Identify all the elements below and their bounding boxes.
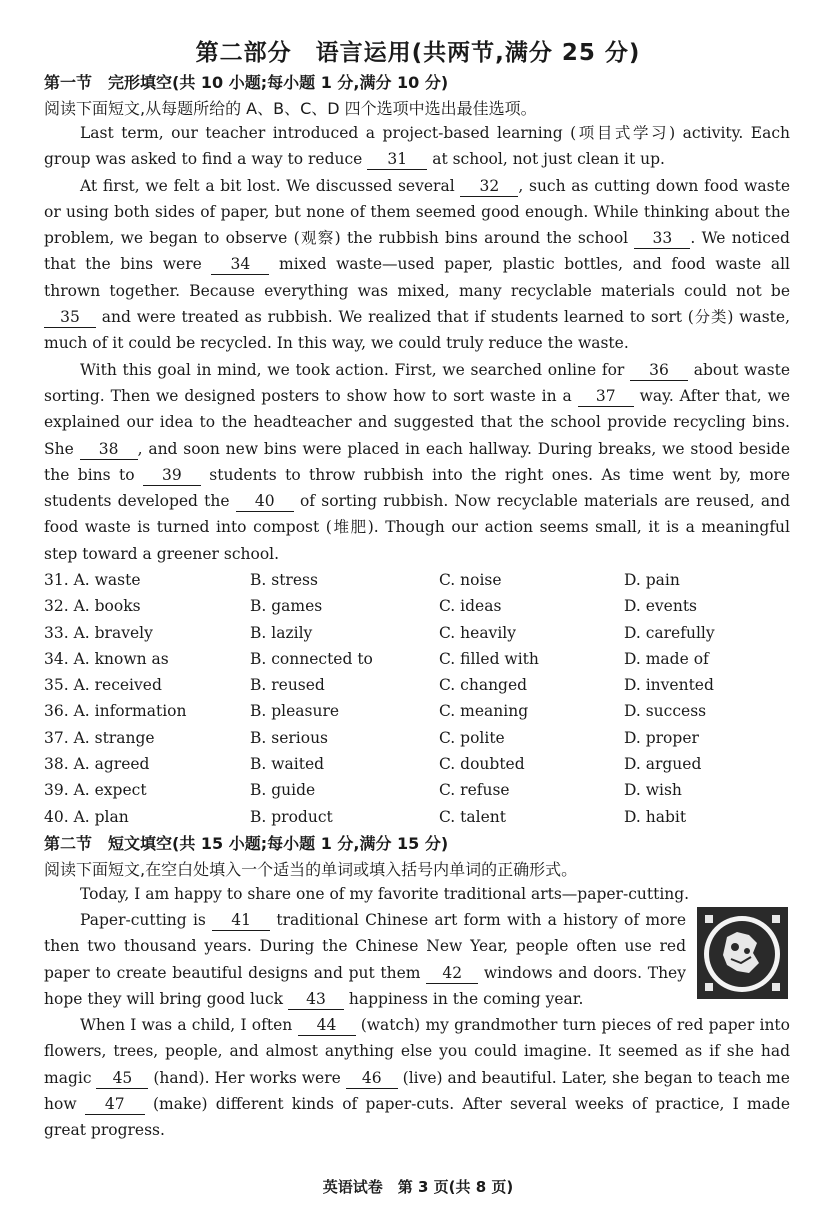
option-row: 39. A. expect B. guide C. refuse D. wish [44, 781, 682, 800]
option-row: 31. A. waste B. stress C. noise D. pain [44, 571, 680, 589]
blank-35: 35 [44, 307, 96, 328]
fill-paragraph-3: When I was a child, I often 44 (watch) my grandmother turn pieces of red paper into flowers, trees, people, and almost anything else you could imagine. It seemed as if she had magic 45 (hand). Her works were 46 (live) and beautiful. Later, she began to teach me how 47 (make) different kinds of paper-cuts. After several weeks of practice, I made great progress. [44, 1016, 790, 1140]
fill-paragraph-1: Today, I am happy to share one of my favorite traditional arts—paper-cutting. [80, 885, 690, 903]
blank-47: 47 [85, 1094, 145, 1115]
page-footer: 英语试卷 第 3 页(共 8 页) [322, 1178, 514, 1196]
option-row: 35. A. received B. reused C. changed D. invented [44, 676, 714, 695]
option-row: 38. A. agreed B. waited C. doubted D. argued [44, 755, 702, 774]
blank-46: 46 [346, 1068, 398, 1089]
blank-40: 40 [236, 491, 294, 512]
fill-passage-3 [44, 1012, 790, 1143]
cloze-paragraph-2: At first, we felt a bit lost. We discussed several 32 , such as cutting down food waste or using both sides of paper, but none of them seemed good enough. While thinking about the problem, we began to observe (观察) the rubbish bins around the school 33 . We noticed that the bins were 34 mixed waste—used paper, plastic bottles, and food waste all thrown together. Because everything was mixed, many recyclable materials could not be 35 and were treated as rubbish. We realized that if students learned to sort (分类) waste, much of it could be recycled. In this way, we could truly reduce the waste. [44, 176, 790, 353]
blank-37: 37 [578, 386, 634, 407]
section2-instruction: 阅读下面短文,在空白处填入一个适当的单词或填入括号内单词的正确形式。 [44, 860, 578, 879]
blank-42: 42 [426, 963, 478, 984]
section1-heading: 第一节 完形填空(共 10 小题;每小题 1 分,满分 10 分) [44, 73, 449, 92]
option-row: 37. A. strange B. serious C. polite D. proper [44, 728, 699, 747]
cloze-paragraph-1: Last term, our teacher introduced a project-based learning (项目式学习) activity. Each group was asked to find a way to reduce 31 at school, not just clean it up. [44, 124, 790, 169]
blank-39: 39 [143, 465, 201, 486]
blank-33: 33 [634, 228, 690, 249]
section1-instruction: 阅读下面短文,从每题所给的 A、B、C、D 四个选项中选出最佳选项。 [44, 99, 537, 118]
answer-options [44, 567, 804, 830]
option-row: 32. A. books B. games C. ideas D. events [44, 597, 697, 616]
option-row: 33. A. bravely B. lazily C. heavily D. carefully [44, 623, 715, 642]
option-row: 36. A. information B. pleasure C. meaning D. success [44, 702, 707, 721]
paper-cutting-graphic [697, 907, 788, 999]
section2-heading: 第二节 短文填空(共 15 小题;每小题 1 分,满分 15 分) [44, 834, 449, 853]
blank-38: 38 [80, 439, 138, 460]
option-row: 40. A. plan B. product C. talent D. habit [44, 807, 687, 826]
blank-34: 34 [211, 254, 269, 275]
part-title: 第二部分 语言运用(共两节,满分 25 分) [195, 40, 641, 66]
blank-36: 36 [630, 360, 688, 381]
blank-41: 41 [212, 910, 270, 931]
option-row: 34. A. known as B. connected to C. filled with D. made of [44, 649, 709, 668]
cloze-passage [44, 120, 790, 567]
blank-32: 32 [460, 176, 518, 197]
fill-passage-intro [44, 881, 790, 907]
blank-44: 44 [298, 1015, 356, 1036]
blank-31: 31 [367, 149, 427, 170]
cloze-paragraph-3: With this goal in mind, we took action. First, we searched online for 36 about waste sorting. Then we designed posters to show how to sort waste in a 37 way. After that, we explained our idea to the headteacher and suggested that the school provide recycling bins. She 38 , and soon new bins were placed in each hallway. During breaks, we stood beside the bins to 39 students to throw rubbish into the right ones. As time went by, more students developed the 40 of sorting rubbish. Now recyclable materials are reused, and food waste is turned into compost (堆肥). Though our action seems small, it is a meaningful step toward a greener school. [44, 360, 791, 563]
blank-45: 45 [96, 1068, 148, 1089]
blank-43: 43 [288, 989, 344, 1010]
paper-cutting-picture-icon [697, 907, 788, 999]
fill-passage-2 [44, 907, 686, 1012]
fill-paragraph-2: Paper-cutting is 41 traditional Chinese art form with a history of more then two thousand years. During the Chinese New Year, people often use red paper to create beautiful designs and put them 42 windows and doors. They hope they will bring good luck 43 happiness in the coming year. [44, 911, 686, 1008]
